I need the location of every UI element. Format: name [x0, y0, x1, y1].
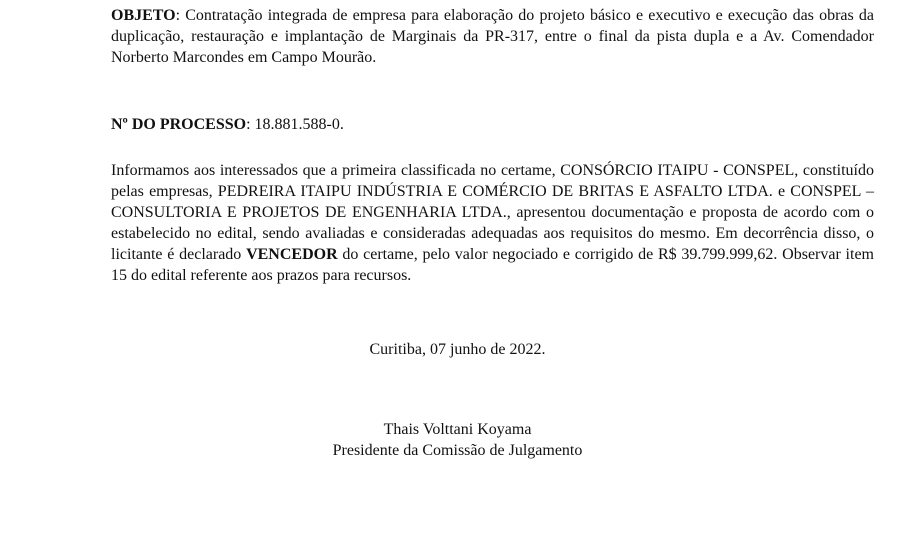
document-body	[111, 5, 874, 286]
signatory-name: Thais Volttani Koyama	[383, 421, 532, 438]
result-paragraph	[111, 160, 874, 286]
winner-label: VENCEDOR	[246, 246, 338, 263]
processo-label: Nº DO PROCESSO	[111, 116, 247, 133]
result-text-before: Informamos aos interessados que a primeira classificada no certame, CONSÓRCIO ITAIPU - CONSPEL, constituído pelas empresas, PEDREIRA ITAIPU INDÚSTRIA E COMÉRCIO DE BRITAS E ASFALTO LTDA. e CONSPEL – CONSULTORIA E PROJETOS DE ENGENHARIA LTDA., apresentou documentação e proposta de acordo com o estabelecido no edital, sendo avaliadas e consideradas adequadas aos requisitos do mesmo. Em decorrência disso, o licitante é declarado	[111, 162, 874, 263]
processo-number: : 18.881.588-0.	[246, 116, 344, 133]
signature-block	[0, 419, 915, 461]
signatory-role: Presidente da Comissão de Julgamento	[332, 442, 583, 459]
objeto-text: : Contratação integrada de empresa para elaboração do projeto básico e executivo e execução das obras da duplicação, restauração e implantação de Marginais da PR-317, entre o final da pista dupla e a Av. Comendador Norberto Marcondes em Campo Mourão.	[111, 7, 874, 66]
processo-paragraph	[111, 114, 874, 135]
objeto-paragraph	[111, 5, 874, 68]
result-text-after: do certame, pelo valor negociado e corrigido de R$ 39.799.999,62. Observar item 15 do edital referente aos prazos para recursos.	[111, 246, 874, 284]
objeto-label: OBJETO	[111, 7, 176, 24]
date-line: Curitiba, 07 junho de 2022.	[369, 341, 546, 358]
